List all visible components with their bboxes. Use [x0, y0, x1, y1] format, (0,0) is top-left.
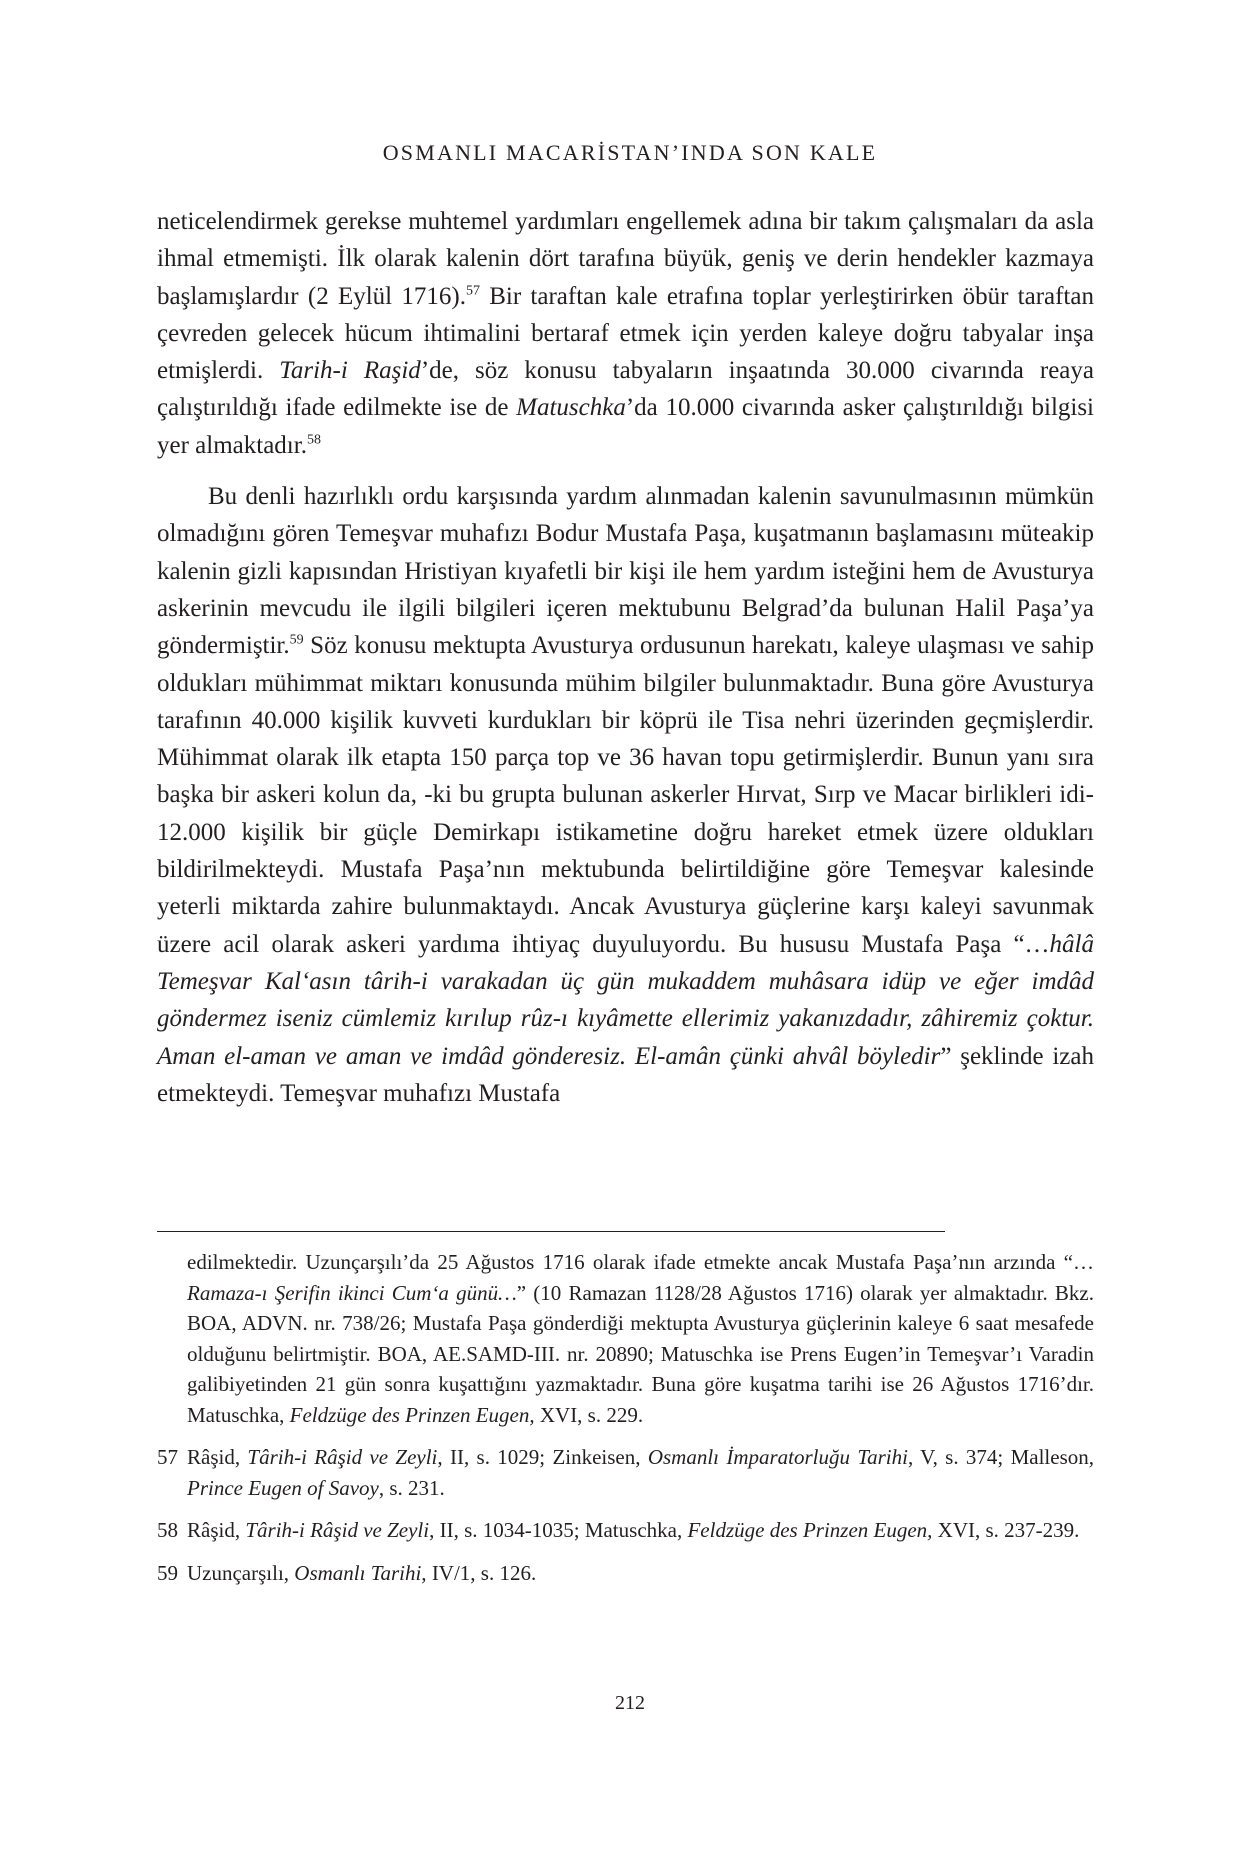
- text-run: ” şeklinde izah etmekteydi. Temeşvar muhafızı Mustafa: [157, 1042, 1094, 1107]
- italic-quote: Ramaza-ı Şerifin ikinci Cum‘a günü…: [187, 1280, 517, 1305]
- italic-title: Târih-i Râşid ve Zeyli: [245, 1518, 430, 1542]
- italic-title: Feldzüge des Prinzen Eugen,: [687, 1518, 933, 1542]
- text-run: IV/1, s. 126.: [426, 1560, 537, 1585]
- footnote-ref-58[interactable]: 58: [306, 432, 321, 448]
- italic-title: Tarih-i Raşid: [279, 357, 421, 385]
- text-run: ’de, söz konusu tabyaların inşaatında 30.000 civarında reaya çalıştırıldığı ifade edilmekte ise de: [157, 357, 1094, 422]
- text-run: Râşid,: [187, 1445, 248, 1469]
- italic-quote: hâlâ Temeşvar Kal‘asın târih-i varakadan üç gün mukaddem muhâsara idüp ve eğer imdâd göndermez iseniz cümlemiz kırılup rûz-ı kıyâmette ellerimiz yakanızdadır, zâhiremiz çoktur. Aman el-aman ve aman ve imdâd gönderesiz. El-amân çünki ahvâl böyledir: [157, 930, 1094, 1070]
- italic-title: Feldzüge des Prinzen Eugen,: [289, 1402, 535, 1427]
- text-run: XVI, s. 229.: [534, 1402, 644, 1427]
- paragraph-1: [157, 203, 1094, 464]
- text-run: edilmektedir. Uzunçarşılı’da 25 Ağustos 1716 olarak ifade etmekte ancak Mustafa Paşa’nın arzında “…: [187, 1250, 1094, 1274]
- text-run: Bir taraftan kale etrafına toplar yerleştirirken öbür taraftan çevreden gelecek hücum ihtimalini bertaraf etmek için yerden kaleye doğru tabyalar inşa etmişlerdi.: [157, 282, 1094, 385]
- page-number: 212: [615, 1692, 645, 1714]
- footnote-number: 58: [157, 1518, 178, 1542]
- running-header: OSMANLI MACARİSTAN’INDA SON KALE: [382, 140, 878, 165]
- footnote-text: [187, 1442, 1094, 1503]
- italic-title: Prince Eugen of Savoy: [187, 1475, 379, 1500]
- text-run: , s. 231.: [378, 1475, 445, 1500]
- footnote-57: [157, 1442, 1094, 1503]
- text-run: neticelendirmek gerekse muhtemel yardımları engellemek adına bir takım çalışmaları da asla ihmal etmemişti. İlk olarak kalenin dört tarafına büyük, geniş ve derin hendekler kazmaya başlamışlardır (2 Eylül 1716).: [157, 208, 1094, 310]
- footnote-continued: [157, 1247, 1094, 1430]
- footnote-ref-57[interactable]: 57: [465, 283, 480, 299]
- footnote-text: [187, 1558, 1094, 1589]
- italic-title: Osmanlı İmparatorluğu Tarihi: [647, 1445, 908, 1469]
- text-run: , II, s. 1029; Zinkeisen,: [437, 1445, 648, 1469]
- footnote-separator: [157, 1231, 945, 1232]
- text-run: Uzunçarşılı,: [187, 1560, 295, 1585]
- footnote-number: 57: [157, 1445, 178, 1469]
- text-run: ” (10 Ramazan 1128/28 Ağustos 1716) olarak yer almaktadır. Bkz. BOA, ADVN. nr. 738/26; Mustafa Paşa gönderdiği mektupta Avusturya güçlerinin kaleye 6 saat mesafede olduğunu belirtmiştir. BOA, AE.SAMD-III. nr. 20890; Matuschka ise Prens Eugen’in Temeşvar’ı Varadin galibiyetinden 21 gün sonra kuşattığını yazmaktadır. Buna göre kuşatma tarihi ise 26 Ağustos 1716’dır. Matuschka,: [187, 1280, 1094, 1427]
- paragraph-2: [157, 478, 1094, 1112]
- text-run: , II, s. 1034-1035; Matuschka,: [429, 1518, 688, 1542]
- text-run: Söz konusu mektupta Avusturya ordusunun harekatı, kaleye ulaşması ve sahip oldukları mühimmat miktarı konusunda mühim bilgiler bulunmaktadır. Buna göre Avusturya tarafının 40.000 kişilik kuvveti kurdukları bir köprü ile Tisa nehri üzerinden geçmişlerdir. Mühimmat olarak ilk etapta 150 parça top ve 36 havan topu getirmişlerdir. Bunun yanı sıra başka bir askeri kolun da, -ki bu grupta bulunan askerler Hırvat, Sırp ve Macar birlikleri idi- 12.000 kişilik bir güçle Demirkapı istikametine doğru hareket etmek üzere oldukları bildirilmekteydi. Mustafa Paşa’nın mektubunda belirtildiğine göre Temeşvar kalesinde yeterli miktarda zahire bulunmaktaydı. Ancak Avusturya güçlerine karşı kaleyi savunmak üzere acil olarak askeri yardıma ihtiyaç duyuluyordu. Bu hususu Mustafa Paşa “…: [157, 632, 1094, 958]
- footnote-59: [157, 1558, 1094, 1589]
- footnotes: [157, 1247, 1094, 1588]
- footnote-number: 59: [157, 1560, 178, 1585]
- italic-title: Târih-i Râşid ve Zeyli: [247, 1445, 438, 1469]
- text-run: , V, s. 374; Malleson,: [907, 1445, 1094, 1469]
- footnote-text: [187, 1515, 1094, 1546]
- footnote-58: [157, 1515, 1094, 1546]
- italic-title: Matuschka: [516, 394, 626, 422]
- text-run: ’da 10.000 civarında asker çalıştırıldığı bilgisi yer almaktadır.: [157, 394, 1095, 459]
- italic-title: Osmanlı Tarihi,: [294, 1560, 427, 1585]
- main-text: [157, 203, 1094, 1112]
- text-run: Bu denli hazırlıklı ordu karşısında yardım alınmadan kalenin savunulmasının mümkün olmadığını gören Temeşvar muhafızı Bodur Mustafa Paşa, kuşatmanın başlamasını müteakip kalenin gizli kapısından Hristiyan kıyafetli bir kişi ile hem yardım isteğini hem de Avusturya askerinin mevcudu ile ilgili bilgileri içeren mektubunu Belgrad’da bulunan Halil Paşa’ya göndermiştir.: [157, 483, 1094, 660]
- text-run: XVI, s. 237-239.: [932, 1518, 1080, 1542]
- footnote-ref-59[interactable]: 59: [289, 632, 304, 648]
- text-run: Râşid,: [187, 1518, 246, 1542]
